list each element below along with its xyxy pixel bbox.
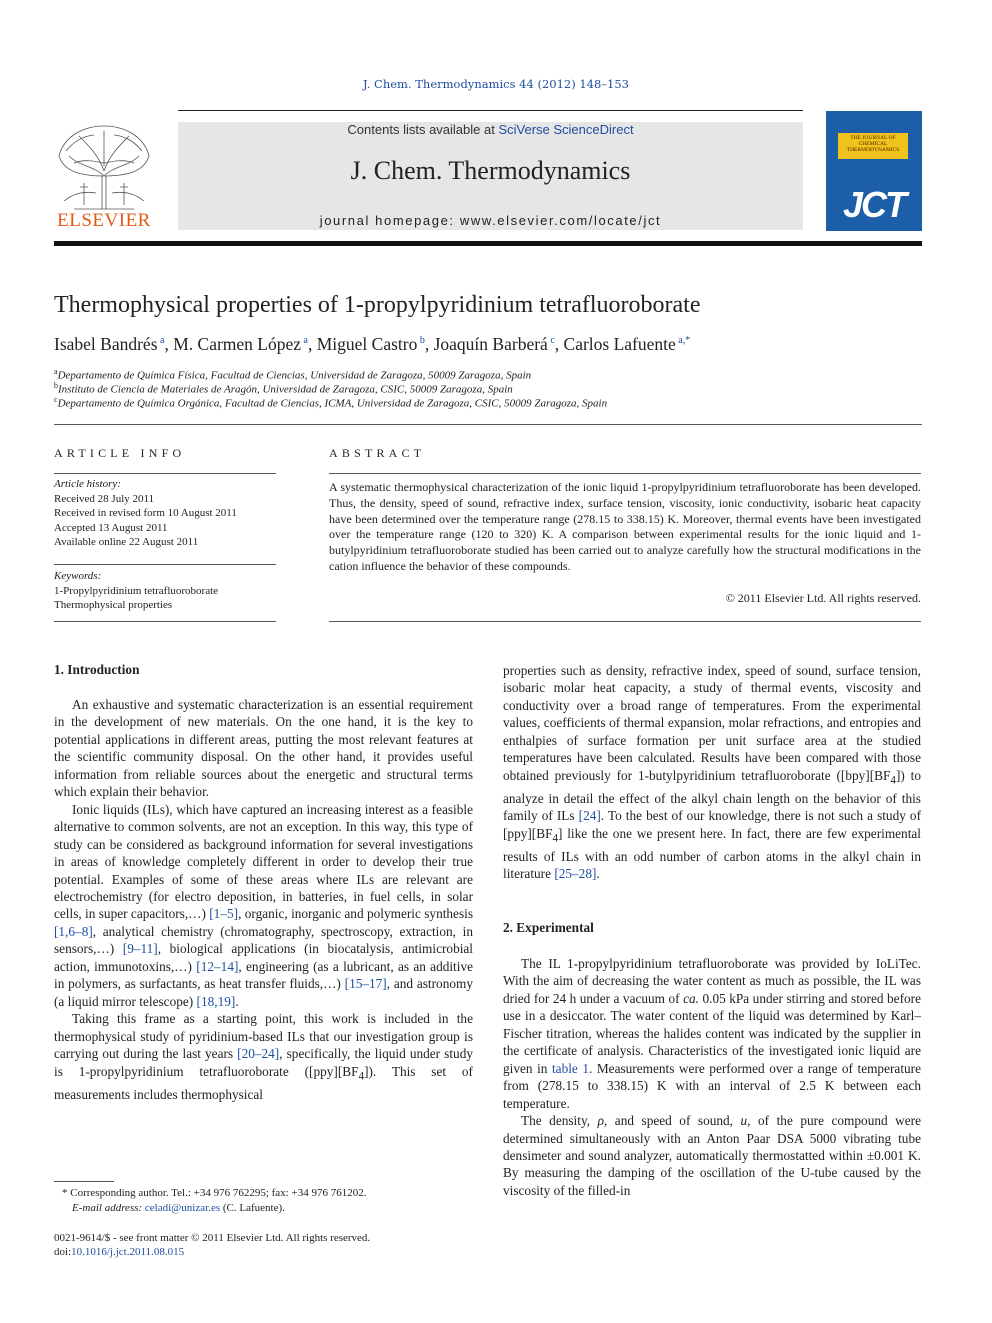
contents-line [178, 122, 803, 137]
divider [54, 473, 276, 474]
abstract-text: A systematic thermophysical characterization of the ionic liquid 1-propylpyridinium tetrafluoroborate has been developed. Thus, the density, speed of sound, refractive index, surface tension, viscosity, ionic conductivity, isobaric heat capacity have been determined over the temperature range (278.15 to 338.15) K. Moreover, thermal events have been investigated over the temperature range (120 to 320) K. A comparison between experimental results for the ionic liquid and 1-butylpyridinium tetrafluoroborate studied has been carried out to analyze carefully how the structural modifications in the cation influence the behavior of these compounds. [329, 480, 921, 573]
header-thick-rule [54, 241, 922, 246]
affiliation-a: $^a$Departamento de Química Física, Facultad de Ciencias, Universidad de Zaragoza, 50009 Zaragoza, Spain [54, 367, 532, 382]
online-date: Available online 22 August 2011 [54, 536, 199, 548]
affiliation-c: $^c$Departamento de Química Orgánica, Facultad de Ciencias, ICMA, Universidad de Zaragoza, CSIC, 50009 Zaragoza, Spain [54, 395, 608, 410]
intro-paragraph: An exhaustive and systematic characterization is an essential requirement in the development of new materials. On the one hand, it is the key to potential applications in different areas, putting the most relevant features at the scientific community disposal. On the other hand, it provides useful information from reliable sources about the energetic and structural terms which explain their behavior. [54, 697, 473, 800]
author-affil-mark[interactable]: a [303, 335, 308, 347]
divider [329, 621, 921, 622]
header-rule [178, 110, 803, 111]
homepage-prefix: journal homepage: [319, 213, 460, 228]
keyword: 1-Propylpyridinium tetrafluoroborate [54, 584, 219, 597]
citation-link[interactable]: [9–11] [122, 941, 158, 957]
citation-link[interactable]: [18,19] [196, 993, 236, 1009]
author: Carlos Lafuente [563, 334, 676, 354]
accepted-date: Accepted 13 August 2011 [54, 521, 168, 534]
abstract-copyright: © 2011 Elsevier Ltd. All rights reserved. [725, 591, 921, 605]
section-heading-introduction: 1. Introduction [54, 662, 140, 677]
sciencedirect-link[interactable]: SciVerse ScienceDirect [498, 122, 634, 137]
cover-letters: JCT [842, 184, 905, 225]
homepage-url[interactable]: www.elsevier.com/locate/jct [459, 213, 662, 228]
experimental-paragraph: The IL 1-propylpyridinium tetrafluoroborate was provided by IoLiTec. With the aim of decreasing the water content as much as possible, the IL was dried for 24 h under a vacuum of ca. 0.05 kPa under stirring and stored before use in a desiccator. The water content of the liquid was determined by Karl–Fischer titration, whereas the halides content was indicated by the supplier in the certificate of analysis. Characteristics of the investigated ionic liquid are given in table 1. Measurements were performed over a range of temperature from (278.15 to 338.15) K with an interval of 2.5 K between each temperature. [503, 956, 921, 1111]
divider [329, 473, 921, 474]
intro-body [54, 696, 473, 1103]
article-history [54, 477, 276, 550]
intro-continued [503, 662, 921, 883]
table-link[interactable]: table 1 [551, 1060, 589, 1076]
corresponding-author: * Corresponding author. Tel.: +34 976 762295; fax: +34 976 761202. [62, 1187, 367, 1199]
elsevier-wordmark: ELSEVIER [57, 210, 151, 231]
author: Joaquín Barberá [433, 334, 548, 354]
journal-cover [826, 111, 922, 231]
keywords-label: Keywords: [54, 570, 102, 582]
article-info-heading: ARTICLE INFO [54, 446, 186, 460]
affiliation-b: $^b$Instituto de Ciencia de Materiales de Aragón, Universidad de Zaragoza, CSIC, 50009 Zaragoza, Spain [54, 381, 513, 396]
citation-link[interactable]: [24] [578, 808, 601, 824]
paper-title: Thermophysical properties of 1-propylpyridinium tetrafluoroborate [54, 292, 701, 318]
received-date: Received 28 July 2011 [54, 492, 155, 505]
doi-line: doi:10.1016/j.jct.2011.08.015 [54, 1246, 185, 1258]
author: Isabel Bandrés [54, 334, 158, 354]
citation-link[interactable]: [15–17] [344, 976, 387, 992]
journal-citation[interactable]: J. Chem. Thermodynamics 44 (2012) 148–153 [363, 77, 629, 91]
author-list: Isabel Bandrés $^a$, M. Carmen López $^a$, Miguel Castro $^b$, Joaquín Barberá $^c$, Carlos Lafuente $^{a,*}$ [54, 334, 691, 354]
divider [54, 621, 276, 622]
issn-line: 0021-9614/$ - see front matter © 2011 Elsevier Ltd. All rights reserved. [54, 1232, 371, 1244]
citation-link[interactable]: [1,6–8] [54, 923, 93, 939]
revised-date: Received in revised form 10 August 2011 [54, 507, 237, 519]
citation-link[interactable]: [1–5] [209, 906, 239, 922]
contents-prefix: Contents lists available at [347, 122, 499, 137]
section-heading-experimental: 2. Experimental [503, 920, 594, 935]
author-affil-mark[interactable]: a [160, 335, 165, 347]
experimental-body [503, 955, 921, 1199]
author: Miguel Castro [316, 334, 418, 354]
intro-paragraph: Taking this frame as a starting point, this work is included in the thermophysical study of pyridinium-based ILs that our investigation group is carrying out during the last years [20–24], specifically, the liquid under study is 1-propylpyridinium tetrafluoroborate $([ppy][BF_4])$. This set of measurements includes thermophysical [54, 1011, 473, 1102]
keywords [54, 569, 276, 613]
footnote [54, 1186, 473, 1215]
author-affil-mark[interactable]: c [550, 335, 555, 347]
divider [54, 564, 276, 565]
intro-paragraph: Ionic liquids (ILs), which have captured an increasing interest as a feasible alternative to common solvents, are not an exception. In this way, this type of study can be considered as background information for several investigations in areas of knowledge completely different in order to develop their true potential. Examples of some of these areas where ILs are relevant are electrochemistry (for electro deposition, in batteries, in fuel cells, in solar cells, in super capacitors,…) [1–5], organic, inorganic and polymeric synthesis [1,6–8], analytical chemistry (chromatography, spectroscopy, extraction, in sensors,…) [9–11], biological applications (in biocatalysis, antimicrobial action, immunotoxins,…) [12–14], engineering (as a lubricant, as an additive in polymers, as surfactants, as heat transfer fluids,…) [15–17], and astronomy (a liquid mirror telescope) [18,19]. [54, 801, 474, 1009]
journal-title: J. Chem. Thermodynamics [350, 156, 631, 185]
experimental-paragraph: The density, ρ, and speed of sound, u, of the pure compound were determined simultaneously with an Anton Paar DSA 5000 vibrating tube densimeter and sound analyzer, automatically thermostatted within ±0.001 K. By measuring the damping of the oscillation of the U-tube caused by the viscosity of the filled-in [503, 1113, 921, 1198]
citation-link[interactable]: [20–24] [237, 1046, 280, 1062]
cover-title-box [838, 133, 908, 159]
footnote-rule [54, 1181, 114, 1182]
keyword: Thermophysical properties [54, 599, 173, 611]
doi-link[interactable]: 10.1016/j.jct.2011.08.015 [71, 1246, 185, 1258]
history-label: Article history: [54, 478, 121, 490]
cover-title: THE JOURNAL OF CHEMICAL THERMODYNAMICS [846, 135, 900, 153]
abstract-heading: ABSTRACT [329, 446, 426, 460]
author: M. Carmen López [173, 334, 302, 354]
divider [54, 424, 922, 425]
intro-paragraph-continued: properties such as density, refractive index, speed of sound, surface tension, isobaric molar heat capacity, a study of thermal events, viscosity and conductivity over a broad range of temperatures. From the experimental values, coefficients of thermal expansion, molar refractions, and entropies and enthalpies of surface formation per unit surface area at the studied temperatures have been calculated. Results have been compared with those obtained previously for 1-butylpyridinium tetrafluoroborate $([bpy][BF_4])$ to analyze in detail the effect of the alkyl chain length on the behavior of this family of ILs [24]. To the best of our knowledge, there is not such a study of $[ppy][BF_4]$ like the one we present here. In fact, there are few experimental results of ILs with an odd number of carbon atoms in the alkyl chain in literature [25–28]. [503, 663, 922, 882]
citation-link[interactable]: [12–14] [196, 958, 239, 974]
citation-link[interactable]: [25–28] [554, 866, 597, 882]
email-line: E-mail address: celadi@unizar.es (C. Lafuente). [72, 1201, 285, 1214]
author-affil-mark[interactable]: a,* [678, 335, 691, 347]
journal-homepage [178, 213, 803, 228]
author-affil-mark[interactable]: b [419, 335, 425, 347]
email-link[interactable]: celadi@unizar.es [144, 1201, 221, 1214]
